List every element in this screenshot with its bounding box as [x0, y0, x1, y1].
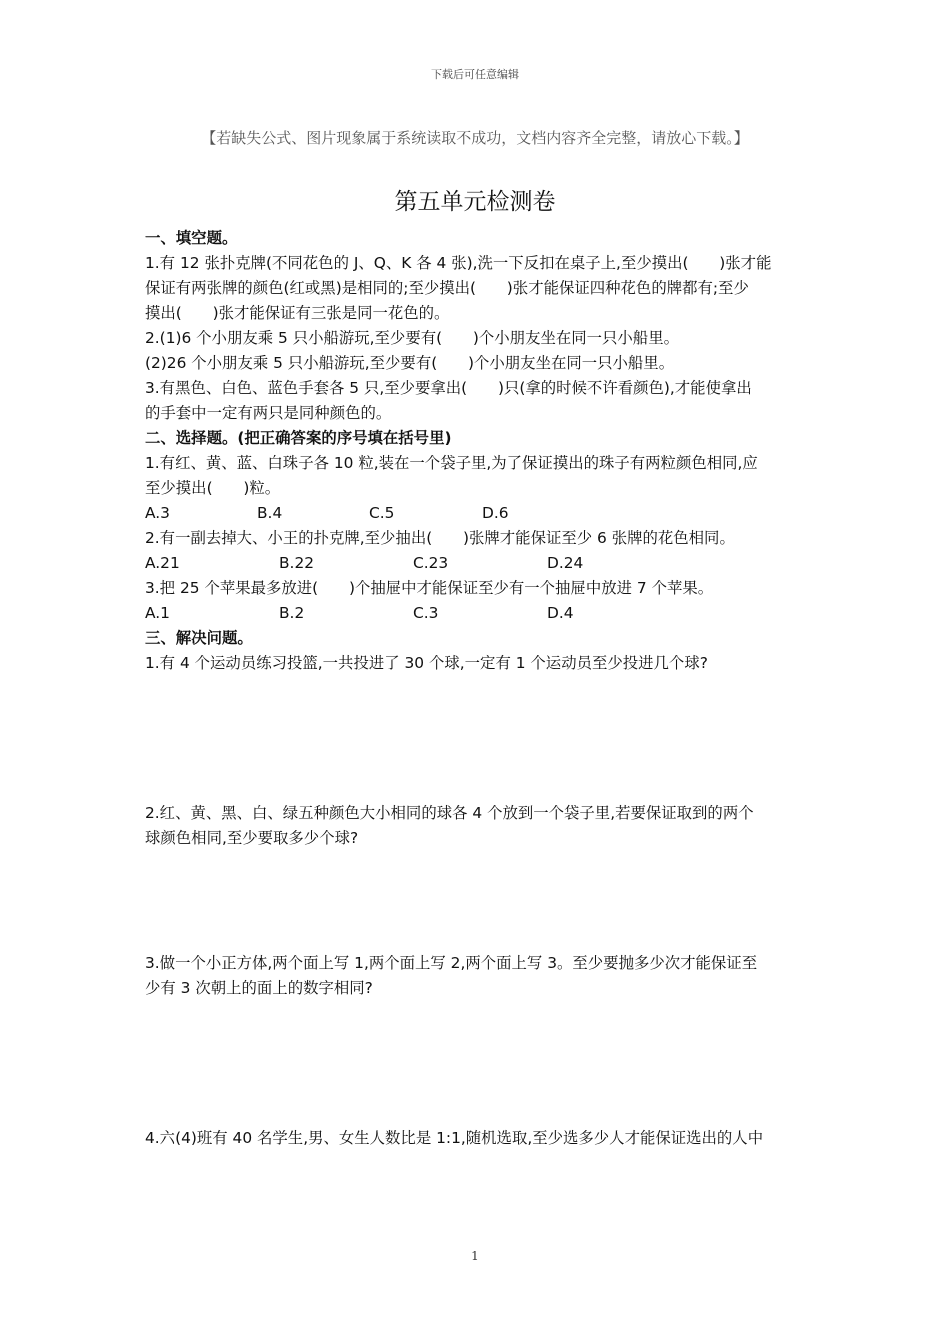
- question-line: 保证有两张牌的颜色(红或黑)是相同的;至少摸出( )张才能保证四种花色的牌都有;至少: [145, 279, 749, 297]
- option-d: D.4: [547, 604, 574, 622]
- document-body: [145, 226, 807, 1151]
- question-line: 至少摸出( )粒。: [145, 479, 281, 497]
- header-note: 下载后可任意编辑: [431, 68, 519, 81]
- option-b: B.2: [279, 604, 305, 622]
- option-a: A.21: [145, 554, 180, 572]
- answer-space: [145, 676, 807, 801]
- page-title: 第五单元检测卷: [394, 189, 556, 215]
- option-b: B.4: [257, 504, 283, 522]
- question-line: 2.有一副去掉大、小王的扑克牌,至少抽出( )张牌才能保证至少 6 张牌的花色相同。: [145, 529, 735, 547]
- option-d: D.6: [482, 504, 509, 522]
- question-line: 1.有红、黄、蓝、白珠子各 10 粒,装在一个袋子里,为了保证摸出的珠子有两粒颜色相同,应: [145, 454, 758, 472]
- answer-options: [145, 601, 807, 626]
- section-heading-problem-solving: 三、解决问题。: [145, 629, 253, 647]
- problem-3-line: 少有 3 次朝上的面上的数字相同?: [145, 979, 373, 997]
- answer-options: [145, 551, 807, 576]
- problem-1: 1.有 4 个运动员练习投篮,一共投进了 30 个球,一定有 1 个运动员至少投进几个球?: [145, 654, 708, 672]
- answer-options: [145, 501, 807, 526]
- question-line: 摸出( )张才能保证有三张是同一花色的。: [145, 304, 450, 322]
- option-c: C.3: [413, 604, 439, 622]
- option-b: B.22: [279, 554, 315, 572]
- answer-space: [145, 1001, 807, 1126]
- problem-2-line: 球颜色相同,至少要取多少个球?: [145, 829, 359, 847]
- option-a: A.3: [145, 504, 170, 522]
- page-number: 1: [471, 1249, 479, 1263]
- question-line: 1.有 12 张扑克牌(不同花色的 J、Q、K 各 4 张),洗一下反扣在桌子上,至少摸出( )张才能: [145, 254, 772, 272]
- option-c: C.23: [413, 554, 449, 572]
- answer-space: [145, 851, 807, 951]
- problem-3-line: 3.做一个小正方体,两个面上写 1,两个面上写 2,两个面上写 3。至少要抛多少次才能保证至: [145, 954, 758, 972]
- problem-4-line: 4.六(4)班有 40 名学生,男、女生人数比是 1:1,随机选取,至少选多少人才能保证选出的人中: [145, 1129, 764, 1147]
- question-line: 3.有黑色、白色、蓝色手套各 5 只,至少要拿出( )只(拿的时候不许看颜色),才能使拿出: [145, 379, 752, 397]
- section-heading-multiple-choice: 二、选择题。(把正确答案的序号填在括号里): [145, 429, 452, 447]
- option-c: C.5: [369, 504, 395, 522]
- option-d: D.24: [547, 554, 584, 572]
- disclaimer-text: 【若缺失公式、图片现象属于系统读取不成功，文档内容齐全完整，请放心下载。】: [201, 129, 749, 147]
- section-heading-fill-blank: 一、填空题。: [145, 229, 238, 247]
- question-line: (2)26 个小朋友乘 5 只小船游玩,至少要有( )个小朋友坐在同一只小船里。: [145, 354, 675, 372]
- problem-2-line: 2.红、黄、黑、白、绿五种颜色大小相同的球各 4 个放到一个袋子里,若要保证取到的两个: [145, 804, 754, 822]
- option-a: A.1: [145, 604, 170, 622]
- question-line: 3.把 25 个苹果最多放进( )个抽屉中才能保证至少有一个抽屉中放进 7 个苹果。: [145, 579, 714, 597]
- question-line: 2.(1)6 个小朋友乘 5 只小船游玩,至少要有( )个小朋友坐在同一只小船里。: [145, 329, 679, 347]
- question-line: 的手套中一定有两只是同种颜色的。: [145, 404, 392, 422]
